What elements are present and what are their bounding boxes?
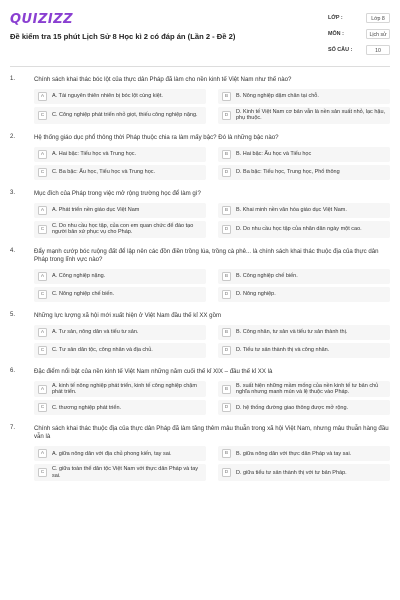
option-text: A. Phát triển nền giáo dục Việt Nam [52,207,140,214]
question-block [10,248,390,302]
meta-row-class [328,10,390,26]
question-number: 2. [10,133,16,140]
option-letter-badge: C [38,168,47,177]
answer-option[interactable] [34,221,206,238]
question-header [10,190,390,198]
meta-value: Lịch sử [366,29,390,39]
answer-options [10,446,390,481]
option-text: C. Nông nghiệp chế biến. [52,290,115,297]
question-block [10,190,390,238]
option-text: D. Ba bậc: Tiểu học, Trung học, Phổ thông [236,169,340,176]
option-text: B. Nông nghiệp dậm chân tại chỗ. [236,93,319,100]
option-text: A. giữa nông dân với địa chủ phong kiến, tay sai. [52,450,172,457]
question-header [10,76,390,84]
answer-option[interactable] [218,325,390,340]
meta-key: SỐ CÂU : [328,47,353,53]
answer-option[interactable] [218,400,390,415]
option-text: B. Khai minh nền văn hóa giáo dục Việt Nam. [236,207,347,214]
option-letter-badge: A [38,328,47,337]
answer-option[interactable] [218,89,390,104]
option-letter-badge: A [38,272,47,281]
answer-option[interactable] [34,89,206,104]
question-text: Đẩy mạnh cướp bóc ruộng đất để lập nên các đồn điền trồng lúa, trồng cà phê... là chính sách khai thác thuộc địa của thực dân Pháp trong lĩnh vực nào? [34,247,379,263]
answer-option[interactable] [34,343,206,358]
option-letter-badge: D [222,225,231,234]
question-block [10,312,390,358]
question-number: 7. [10,425,16,432]
meta-row-subject [328,26,390,42]
quizizz-logo: QUIZIZZ [10,12,74,27]
option-letter-badge: D [222,168,231,177]
answer-option[interactable] [218,165,390,180]
option-text: A. Công nghiệp nặng. [52,272,106,279]
answer-option[interactable] [34,464,206,481]
option-letter-badge: D [222,111,231,120]
question-number: 3. [10,189,16,196]
question-header [10,368,390,376]
option-letter-badge: D [222,468,231,477]
meta-value: Lớp 8 [366,13,390,23]
worksheet-title: Đề kiểm tra 15 phút Lịch Sử 8 Học kì 2 có đáp án (Lần 2 - Đề 2) [10,32,236,41]
option-letter-badge: C [38,111,47,120]
option-letter-badge: B [222,150,231,159]
answer-option[interactable] [34,203,206,218]
question-text: Chính sách khai thác thuộc địa của thực dân Pháp đã làm tăng thêm mâu thuẫn trong xã hội Việt Nam, nhưng mâu thuẫn hàng đầu vẫn là [34,425,389,441]
question-number: 5. [10,311,16,318]
option-letter-badge: B [222,92,231,101]
answer-option[interactable] [34,165,206,180]
question-header [10,134,390,142]
option-letter-badge: A [38,92,47,101]
question-text: Chính sách khai thác bóc lột của thực dân Pháp đã làm cho nền kinh tế Việt Nam như thế nào? [34,76,292,83]
question-number: 6. [10,367,16,374]
option-text: A. Tài nguyên thiên nhiên bị bóc lột cùng kiệt. [52,93,163,100]
question-text: Đặc điểm nổi bật của nền kinh tế Việt Nam những năm cuối thế kỉ XIX – đầu thế kỉ XX là [34,367,273,375]
option-letter-badge: A [38,385,47,394]
question-block [10,425,390,481]
question-header [10,312,390,320]
option-text: B. Hai bậc: Ấu học và Tiểu học [236,151,312,158]
option-text: C. Công nghiệp phát triển nhỏ giọt, thiếu công nghiệp nặng. [52,112,198,119]
meta-row-question-count [328,42,390,58]
answer-option[interactable] [34,400,206,415]
option-text: D. Do nhu cầu học tập của nhân dân ngày một cao. [236,226,362,233]
question-header [10,425,390,441]
answer-options [10,147,390,180]
meta-key: LỚP : [328,15,343,21]
answer-option[interactable] [218,287,390,302]
option-text: A. Tư sản, nông dân và tiểu tư sản. [52,328,139,335]
option-letter-badge: D [222,346,231,355]
option-text: A. Hai bậc: Tiểu học và Trung học. [52,151,137,158]
answer-option[interactable] [218,107,390,124]
question-text: Hệ thống giáo dục phổ thông thời Pháp thuộc chia ra làm mấy bậc? Đó là những bậc nào? [34,133,279,141]
answer-option[interactable] [34,269,206,284]
option-letter-badge: B [222,206,231,215]
header-divider [10,66,390,67]
option-text: C. Do nhu cầu học tập, của con em quan chức để đào tạo người bản xứ phục vụ cho Pháp. [52,222,194,236]
answer-option[interactable] [218,343,390,358]
answer-options [10,325,390,358]
option-text: B. Công nhân, tư sản và tiểu tư sản thành thị. [236,328,348,335]
answer-option[interactable] [34,147,206,162]
answer-option[interactable] [34,107,206,124]
answer-option[interactable] [218,464,390,481]
question-text: Mục đích của Pháp trong việc mở rộng trường học để làm gì? [34,189,201,197]
option-text: A. kinh tế nông nghiệp phát triển, kinh tế công nghiệp chậm phát triển. [52,382,197,396]
option-letter-badge: C [38,403,47,412]
meta-value: 10 [366,45,390,55]
answer-option[interactable] [218,381,390,398]
answer-options [10,89,390,124]
question-block [10,76,390,124]
question-header [10,248,390,264]
question-block [10,134,390,180]
question-number: 4. [10,247,16,254]
worksheet-meta [328,10,390,58]
option-text: B. giữa nông dân với thực dân Pháp và tay sai. [236,450,352,457]
answer-option[interactable] [34,287,206,302]
option-letter-badge: C [38,225,47,234]
question-block [10,368,390,416]
option-letter-badge: B [222,449,231,458]
worksheet-header [0,0,400,62]
option-text: C. thương nghiệp phát triển. [52,404,122,411]
option-text: B. xuất hiện những mầm mống của nền kinh tế tư bản chủ nghĩa nhưng manh mún và lệ thuộc vào Pháp. [236,382,379,396]
question-number: 1. [10,76,16,82]
question-text: Những lực lượng xã hội mới xuất hiện ở Việt Nam đầu thế kỉ XX gồm [34,311,222,319]
answer-option[interactable] [218,269,390,284]
answer-option[interactable] [218,221,390,238]
option-text: C. Tư sản dân tộc, công nhân và địa chủ. [52,346,153,353]
answer-option[interactable] [218,203,390,218]
answer-options [10,269,390,302]
option-letter-badge: A [38,449,47,458]
answer-option[interactable] [34,325,206,340]
option-letter-badge: D [222,403,231,412]
option-letter-badge: B [222,272,231,281]
option-text: D. Nông nghiệp. [236,290,276,297]
answer-option[interactable] [218,446,390,461]
option-text: D. hệ thống đường giao thông được mở rộng. [236,404,349,411]
option-text: D. Kinh tế Việt Nam cơ bản vẫn là nền sản xuất nhỏ, lạc hậu, phụ thuộc. [236,109,386,122]
answer-options [10,203,390,238]
question-list [10,76,390,491]
answer-option[interactable] [34,381,206,398]
option-text: C. Ba bậc: Ấu học, Tiểu học và Trung học. [52,169,156,176]
option-text: B. Công nghiệp chế biến. [236,272,298,279]
option-text: D. Tiểu tư sản thành thị và công nhân. [236,346,330,353]
answer-option[interactable] [218,147,390,162]
option-letter-badge: B [222,328,231,337]
option-text: C. giữa toàn thể dân tộc Việt Nam với thực dân Pháp và tay sai. [52,466,199,479]
option-letter-badge: C [38,468,47,477]
answer-options [10,381,390,416]
option-letter-badge: C [38,290,47,299]
answer-option[interactable] [34,446,206,461]
option-letter-badge: A [38,150,47,159]
option-letter-badge: A [38,206,47,215]
option-text: D. giữa tiểu tư sản thành thị với tư bản Pháp. [236,469,347,476]
option-letter-badge: B [222,385,231,394]
option-letter-badge: C [38,346,47,355]
option-letter-badge: D [222,290,231,299]
meta-key: MÔN : [328,31,344,37]
